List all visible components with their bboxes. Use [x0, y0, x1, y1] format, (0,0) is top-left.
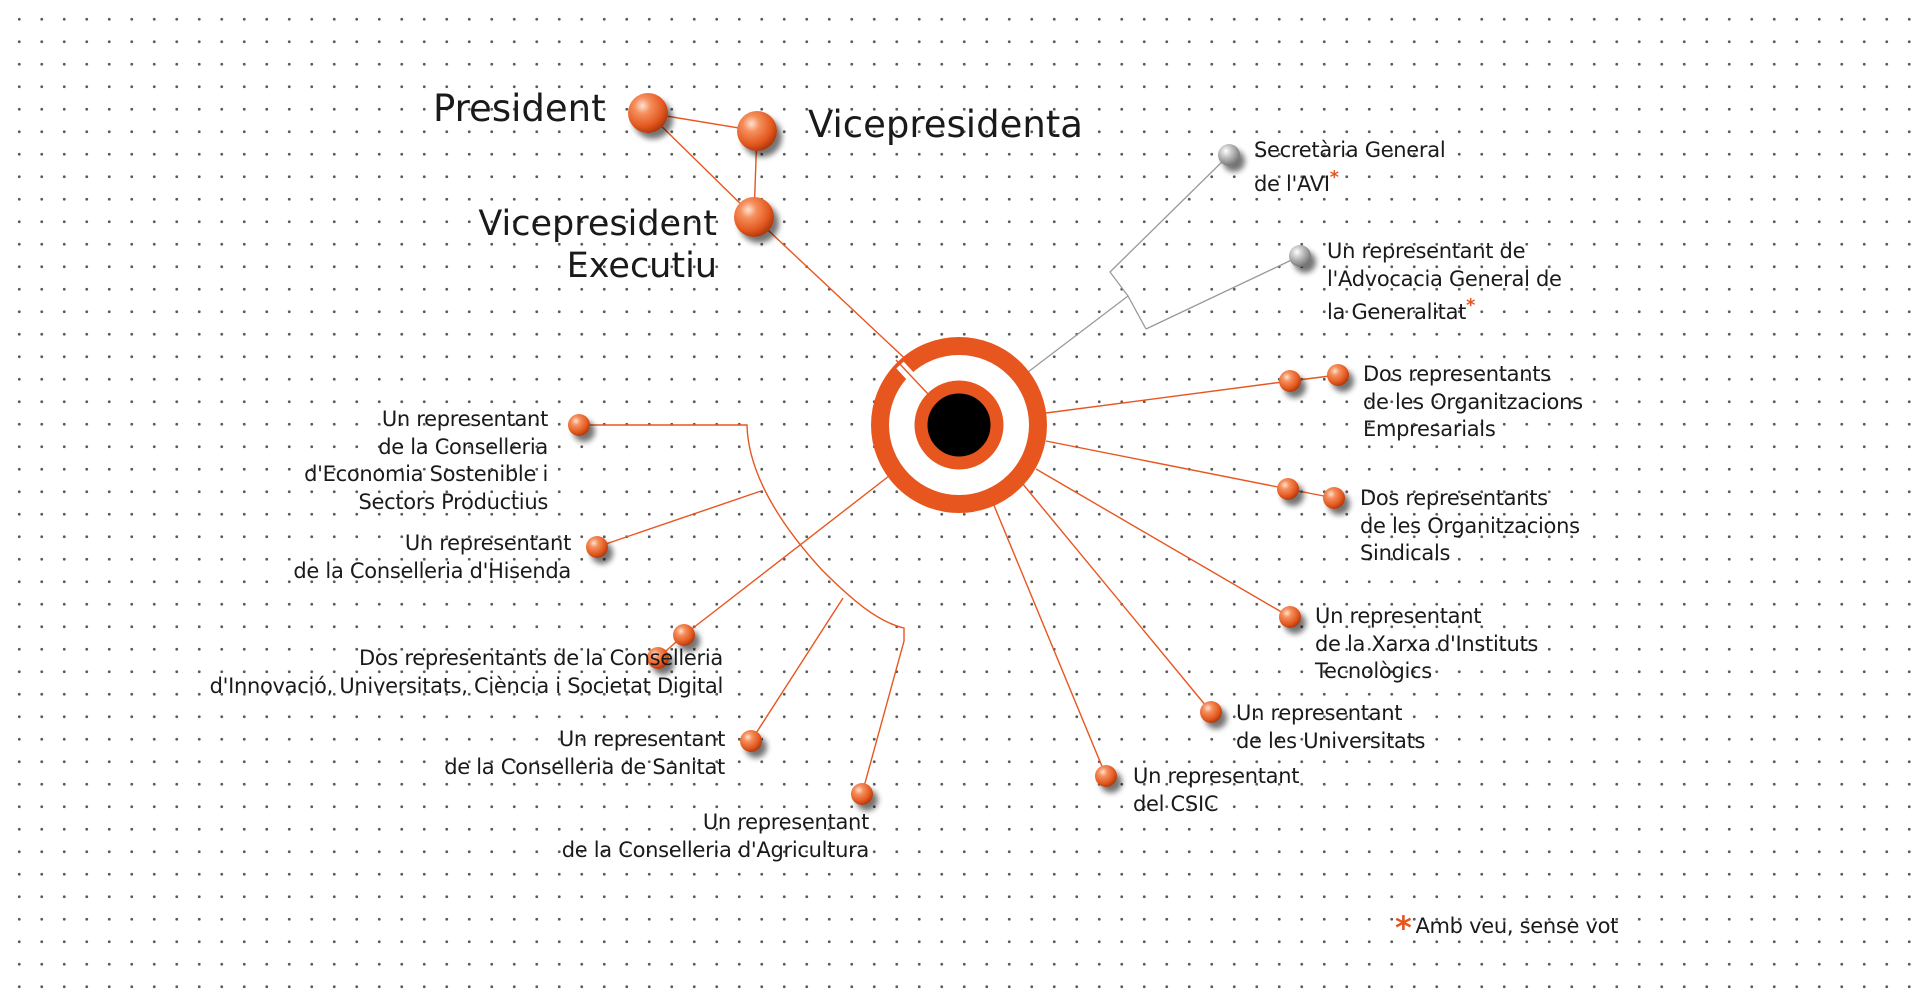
label-line: de les Universitats: [1236, 728, 1426, 753]
label-innovacio: [210, 645, 723, 700]
node-advocacia: [1289, 245, 1311, 267]
non-voting-asterisk: *: [1466, 296, 1475, 316]
node-agricultura: [851, 783, 873, 805]
label-agricultura: [562, 809, 869, 864]
node-sindicals-2: [1323, 487, 1345, 509]
node-universitats: [1200, 701, 1222, 723]
label-secretaria: [1254, 137, 1445, 198]
label-line: Un representant de: [1327, 239, 1526, 263]
center-target: [880, 346, 1038, 504]
label-line: d'Innovació, Universitats, Ciència i Societat Digital: [209, 673, 723, 698]
label-instituts: [1315, 603, 1538, 686]
node-economia: [568, 414, 590, 436]
label-line: de les Organitzacions: [1363, 389, 1583, 414]
line-bracket-advocacia: [1128, 296, 1146, 329]
label-line: Un representant: [558, 727, 725, 751]
label-empresarials: [1363, 361, 1583, 444]
node-hisenda: [586, 536, 608, 558]
label-sanitat: [444, 726, 725, 781]
line-center-innovacio: [684, 476, 889, 635]
node-instituts: [1279, 606, 1301, 628]
label-line: Executiu: [566, 246, 717, 286]
label-line: Empresarials: [1363, 417, 1496, 441]
label-line: de la Conselleria de Sanitat: [444, 754, 725, 779]
label-line: Un representant: [381, 407, 548, 431]
label-csic: [1133, 763, 1299, 818]
label-text: la Generalitat: [1327, 300, 1467, 324]
label-line: Un representant: [1315, 604, 1482, 628]
label-universitats: [1236, 700, 1425, 755]
label-line: Dos representants: [1363, 362, 1551, 386]
label-line: Tecnològics: [1315, 659, 1432, 683]
node-vicepresident-executiu: [734, 197, 774, 237]
label-line: de la Conselleria d'Hisenda: [293, 558, 571, 583]
node-innovacio-1: [673, 624, 695, 646]
line-center-universitats: [1022, 483, 1211, 712]
label-vicepresidenta: Vicepresidenta: [808, 103, 1083, 146]
label-line: de les Organitzacions: [1360, 513, 1580, 538]
line-center-csic: [993, 503, 1106, 776]
line-bracket-sanitat: [751, 598, 843, 741]
label-president: President: [433, 87, 606, 130]
label-line: [1254, 165, 1445, 199]
non-voting-asterisk: *: [1329, 167, 1339, 188]
line-bracket-hisenda: [597, 491, 761, 547]
label-line: del CSIC: [1133, 791, 1219, 816]
label-line: Un representant: [1236, 701, 1403, 725]
label-text: de l'AVI: [1254, 171, 1330, 196]
label-line: Sectors Productius: [358, 489, 548, 514]
label-hisenda: [293, 530, 571, 585]
legend-text: Amb veu, sense vot: [1415, 914, 1619, 938]
label-line: Un representant: [404, 531, 571, 555]
node-empresarials-2: [1327, 364, 1349, 386]
node-sanitat: [740, 730, 762, 752]
node-president: [628, 93, 668, 133]
label-advocacia: [1327, 238, 1562, 327]
line-center-advocacia: [1146, 256, 1300, 329]
label-line: Dos representants de la Conselleria: [359, 646, 723, 670]
node-sindicals-1: [1277, 478, 1299, 500]
node-vicepresidenta: [737, 111, 777, 151]
label-line: Vicepresident: [478, 204, 717, 244]
label-line: d'Economia Sostenible i: [304, 462, 548, 486]
center-inner-ring: [921, 387, 997, 463]
label-economia: [304, 406, 548, 516]
label-line: Un representant: [702, 810, 869, 834]
node-empresarials-1: [1279, 370, 1301, 392]
line-center-secretaria: [1028, 155, 1229, 372]
label-line: Un representant: [1133, 764, 1300, 788]
node-secretaria: [1218, 144, 1240, 166]
legend-asterisk-icon: *: [1395, 909, 1412, 947]
node-csic: [1095, 765, 1117, 787]
label-line: Dos representants: [1360, 486, 1548, 510]
label-line: de la Conselleria d'Agricultura: [561, 837, 869, 862]
label-line: l'Advocacia General de: [1327, 266, 1562, 291]
label-line: de la Xarxa d'Instituts: [1315, 631, 1539, 656]
label-sindicals: [1360, 485, 1580, 568]
line-center-sindicals: [1046, 441, 1288, 489]
line-vpexec-center: [754, 217, 915, 368]
label-line: Secretària General: [1254, 138, 1446, 162]
line-center-instituts: [1036, 469, 1290, 617]
label-line: de la Conselleria: [378, 434, 548, 459]
legend: [1395, 909, 1619, 947]
line-center-empresarials: [1046, 381, 1290, 413]
label-vicepresident-executiu: [478, 203, 717, 287]
label-line: Sindicals: [1360, 541, 1451, 565]
label-line: [1327, 293, 1562, 327]
